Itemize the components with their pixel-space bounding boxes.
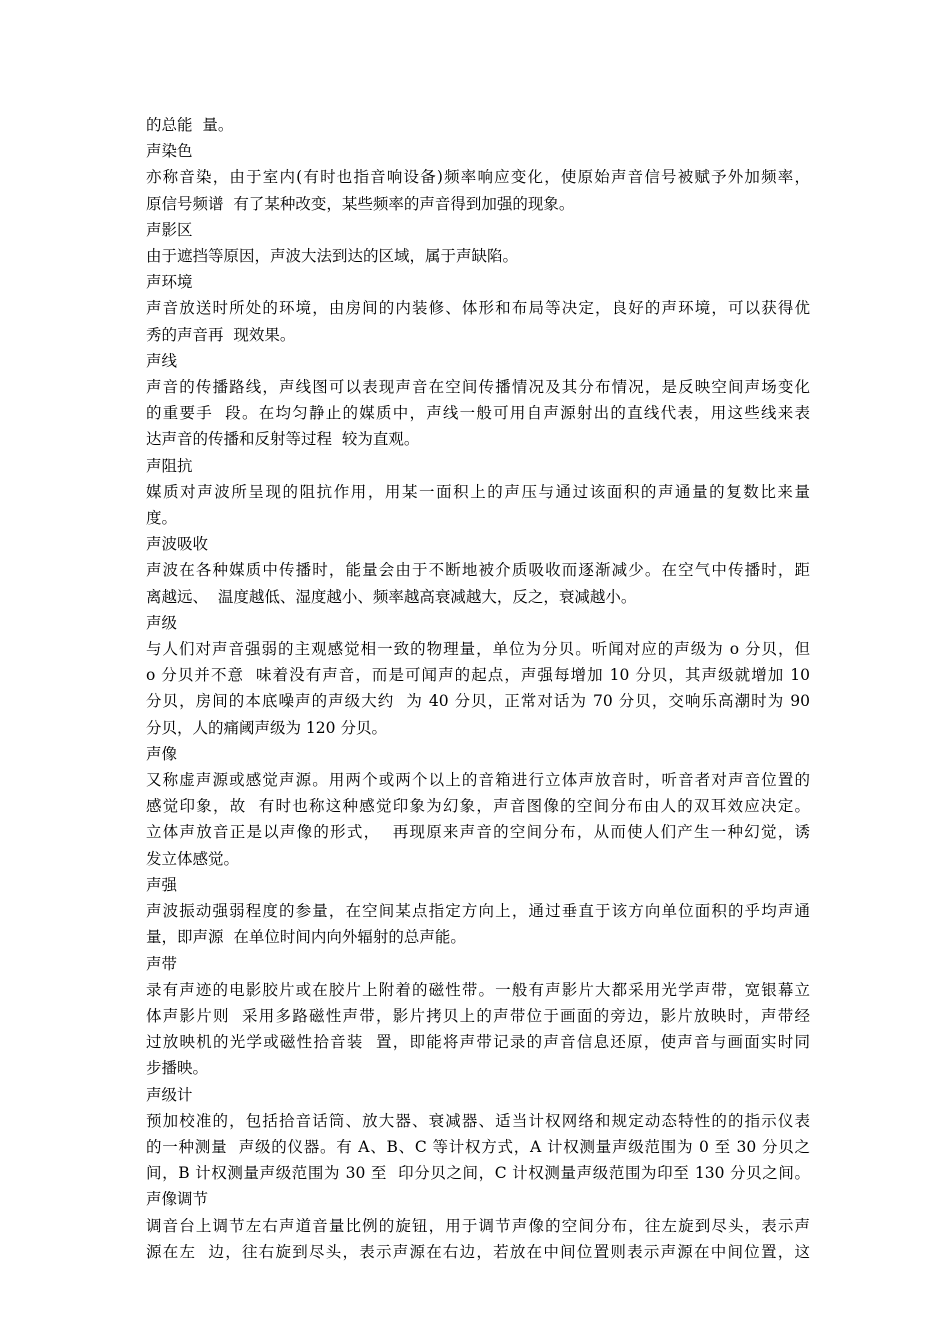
entry-text-line: 源在左 边，往右旋到尽头，表示声源在右边，若放在中间位置则表示声源在中间位置，这 xyxy=(146,1242,810,1261)
entry-term: 声影区 xyxy=(146,220,193,239)
entry-text-line: 体声影片则 采用多路磁性声带，影片拷贝上的声带位于画面的旁边，影片放映时，声带经 xyxy=(146,1006,810,1025)
entry-text-line: 媒质对声波所呈现的阻抗作用，用某一面积上的声压与通过该面积的声通量的复数比来量 xyxy=(146,482,810,501)
entry-term: 声像 xyxy=(146,744,178,763)
entry-text-line: 声音放送时所处的环境，由房间的内装修、体形和布局等决定，良好的声环境，可以获得优 xyxy=(146,299,810,318)
entry-text-line: 分贝，房间的本底噪声的声级大约 为 40 分贝，正常对话为 70 分贝，交响乐高潮时为 90 xyxy=(146,692,810,711)
entry-text-line: 声音的传播路线，声线图可以表现声音在空间传播情况及其分布情况，是反映空间声场变化 xyxy=(146,378,810,397)
entry-sound-ray xyxy=(146,348,810,453)
entry-term: 声带 xyxy=(146,954,178,973)
entry-sound-environment xyxy=(146,269,810,348)
entry-text-line: 过放映机的光学或磁性拾音装 置，即能将声带记录的声音信息还原，使声音与画面实时同 xyxy=(146,1033,810,1052)
entry-term: 声级 xyxy=(146,613,178,632)
entry-sound-intensity xyxy=(146,872,810,951)
entry-text-line: 的重要手 段。在均匀静止的媒质中，声线一般可用自声源射出的直线代表，用这些线来表 xyxy=(146,404,810,423)
entry-text-line: 感觉印象，故 有时也称这种感觉印象为幻象，声音图像的空间分布由人的双耳效应决定。 xyxy=(146,797,810,816)
entry-acoustic-impedance xyxy=(146,453,810,532)
lead-line: 的总能 量。 xyxy=(146,116,234,134)
entry-text-line: 步播映。 xyxy=(146,1059,209,1078)
entry-term: 声线 xyxy=(146,351,178,370)
entry-text-line: 声波振动强弱程度的参量，在空间某点指定方向上，通过垂直于该方向单位面积的乎均声通 xyxy=(146,902,810,921)
entry-text-line: 亦称音染，由于室内(有时也指音响设备)频率响应变化，使原始声音信号被赋予外加频率， xyxy=(146,168,810,187)
entry-text-line: 调音台上调节左右声道音量比例的旋钮，用于调节声像的空间分布，往左旋到尽头，表示声 xyxy=(146,1216,810,1235)
entry-sound-shadow-zone xyxy=(146,217,810,269)
entry-text-line: o 分贝并不意 味着没有声音，而是可闻声的起点，声强每增加 10 分贝，其声级就增加 10 xyxy=(146,666,810,685)
entry-text-line: 立体声放音正是以声像的形式， 再现原来声音的空间分布，从而使人们产生一种幻觉，诱 xyxy=(146,823,810,842)
entry-text-line: 由于遮挡等原因，声波大法到达的区域，属于声缺陷。 xyxy=(146,247,519,266)
entry-term: 声波吸收 xyxy=(146,535,209,554)
entry-text-line: 原信号频谱 有了某种改变，某些频率的声音得到加强的现象。 xyxy=(146,194,575,213)
entry-text-line: 间，B 计权测量声级范围为 30 至 印分贝之间，C 计权测量声级范围为印至 130 分贝之间。 xyxy=(146,1164,810,1183)
entry-term: 声阻抗 xyxy=(146,456,193,475)
entry-soundtrack xyxy=(146,951,810,1082)
entry-sound-level xyxy=(146,610,810,741)
entry-text-line: 发立体感觉。 xyxy=(146,849,240,868)
entry-text-line: 录有声迹的电影胶片或在胶片上附着的磁性带。一般有声影片大都采用光学声带，宽银幕立 xyxy=(146,980,810,999)
entry-text-line: 度。 xyxy=(146,509,178,528)
entry-text-line: 与人们对声音强弱的主观感觉相一致的物理量，单位为分贝。听闻对应的声级为 o 分贝，但 xyxy=(146,640,810,659)
entry-sound-level-meter xyxy=(146,1082,810,1187)
entry-sound-coloration xyxy=(146,138,810,217)
entry-text-line: 的一种测量 声级的仪器。有 A、B、C 等计权方式，A 计权测量声级范围为 0 至 30 分贝之 xyxy=(146,1137,810,1156)
entry-pan-control xyxy=(146,1186,810,1265)
entry-text-line: 量，即声源 在单位时间内向外辐射的总声能。 xyxy=(146,928,466,947)
entry-sound-absorption xyxy=(146,531,810,610)
entry-term: 声强 xyxy=(146,875,178,894)
entry-text-line: 预加校准的，包括拾音话筒、放大器、衰减器、适当计权网络和规定动态特性的的指示仪表 xyxy=(146,1111,810,1130)
entry-text-line: 离越远、 温度越低、湿度越小、频率越高衰减越大，反之，衰减越小。 xyxy=(146,587,637,606)
entry-text-line: 达声音的传播和反射等过程 较为直观。 xyxy=(146,430,420,449)
document-page xyxy=(146,112,810,1265)
entry-text-line: 又称虚声源或感觉声源。用两个或两个以上的音箱进行立体声放音时，听音者对声音位置的 xyxy=(146,771,810,790)
entry-sound-image xyxy=(146,741,810,872)
entry-text-line: 秀的声音再 现效果。 xyxy=(146,325,296,344)
entry-term: 声级计 xyxy=(146,1085,193,1104)
entry-term: 声像调节 xyxy=(146,1190,209,1209)
entry-text-line: 声波在各种媒质中传播时，能量会由于不断地被介质吸收而逐渐减少。在空气中传播时，距 xyxy=(146,561,810,580)
entry-term: 声染色 xyxy=(146,142,193,161)
entry-text-line: 分贝，人的痛阈声级为 120 分贝。 xyxy=(146,718,387,737)
entry-term: 声环境 xyxy=(146,273,193,292)
